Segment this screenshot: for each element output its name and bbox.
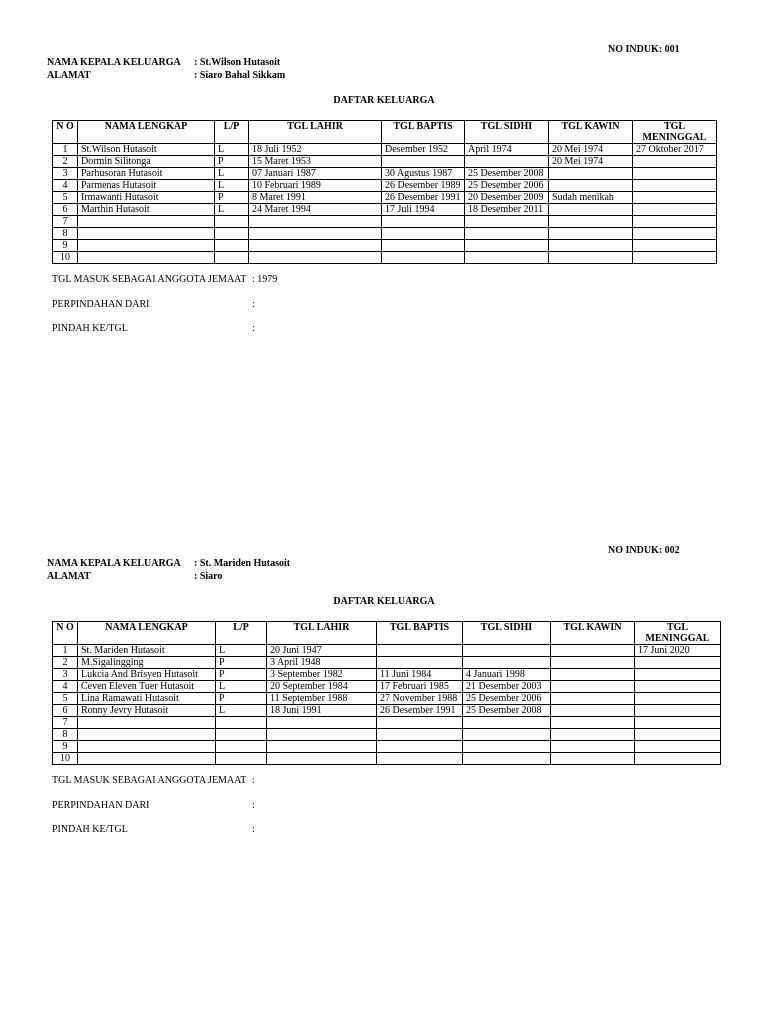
tgl-masuk-row [52,274,277,285]
cell-nama-lengkap: St. Mariden Hutasoit [78,645,216,657]
table-row [53,204,717,216]
cell-tgl-lahir: 18 Juni 1991 [267,705,377,717]
cell-tgl-lahir: 18 Juli 1952 [249,144,382,156]
table-header-row [53,121,717,144]
cell-lp [216,717,267,729]
header-nama-lengkap: NAMA LENGKAP [78,622,216,645]
header-tgl-sidhi: TGL SIDHI [465,121,549,144]
cell-lp [215,216,249,228]
table-row [53,669,721,681]
header-nama-lengkap: NAMA LENGKAP [78,121,215,144]
cell-tgl-lahir: 10 Februari 1989 [249,180,382,192]
cell-lp: L [215,204,249,216]
cell-tgl-sidhi: 20 Desember 2009 [465,192,549,204]
cell-tgl-kawin [551,645,635,657]
cell-nama-lengkap: M.Sigalingging [78,657,216,669]
cell-tgl-meninggal [633,156,717,168]
table-row [53,228,717,240]
cell-tgl-sidhi: 25 Desember 2006 [465,180,549,192]
cell-tgl-sidhi [463,753,551,765]
family-table [52,120,717,264]
cell-tgl-sidhi [465,156,549,168]
cell-tgl-sidhi: 18 Desember 2011 [465,204,549,216]
cell-no: 7 [53,216,78,228]
cell-no: 3 [53,168,78,180]
header-no: N O [53,121,78,144]
cell-no: 8 [53,729,78,741]
no-induk-value: 001 [664,44,680,55]
cell-tgl-sidhi: 4 Januari 1998 [463,669,551,681]
cell-tgl-kawin [549,252,633,264]
cell-tgl-kawin [551,717,635,729]
cell-tgl-lahir [249,240,382,252]
cell-tgl-sidhi [463,657,551,669]
cell-lp: P [216,657,267,669]
alamat-value: : Siaro Bahal Sikkam [194,70,286,81]
cell-tgl-baptis [377,657,463,669]
cell-nama-lengkap: Irmawanti Hutasoit [78,192,215,204]
cell-nama-lengkap [78,717,216,729]
pindah-row [52,824,255,835]
cell-tgl-sidhi: April 1974 [465,144,549,156]
family-table [52,621,721,765]
cell-tgl-meninggal [633,204,717,216]
perpindahan-value: : [252,800,255,811]
cell-tgl-sidhi: 25 Desember 2008 [463,705,551,717]
table-header-row [53,622,721,645]
cell-tgl-baptis: Desember 1952 [382,144,465,156]
cell-tgl-kawin [551,669,635,681]
pindah-value: : [252,824,255,835]
cell-tgl-lahir [249,252,382,264]
cell-no: 9 [53,741,78,753]
cell-lp: L [215,168,249,180]
cell-tgl-baptis [377,741,463,753]
cell-tgl-kawin: 20 Mei 1974 [549,144,633,156]
cell-lp: L [215,144,249,156]
cell-nama-lengkap [78,240,215,252]
tgl-masuk-value: : 1979 [252,274,278,285]
cell-tgl-kawin [551,753,635,765]
cell-tgl-lahir [267,729,377,741]
cell-tgl-lahir [249,228,382,240]
cell-no: 5 [53,693,78,705]
no-induk [608,44,680,55]
cell-tgl-baptis [382,228,465,240]
no-induk-label: NO INDUK: [608,545,663,556]
alamat-label: ALAMAT [47,571,91,582]
cell-nama-lengkap: Lina Ramawati Hutasoit [78,693,216,705]
cell-no: 5 [53,192,78,204]
cell-tgl-meninggal [633,180,717,192]
cell-tgl-kawin [551,741,635,753]
header-lp: L/P [215,121,249,144]
table-row [53,753,721,765]
table-row [53,717,721,729]
cell-tgl-sidhi [465,252,549,264]
cell-nama-lengkap [78,216,215,228]
cell-lp: L [216,705,267,717]
cell-tgl-meninggal: 17 Juni 2020 [635,645,721,657]
cell-no: 8 [53,228,78,240]
cell-tgl-sidhi [463,741,551,753]
cell-tgl-kawin: 20 Mei 1974 [549,156,633,168]
cell-tgl-sidhi: 21 Desember 2003 [463,681,551,693]
table-row [53,240,717,252]
cell-tgl-kawin [549,168,633,180]
perpindahan-row [52,299,255,310]
table-row [53,729,721,741]
cell-tgl-kawin [549,228,633,240]
cell-lp [215,228,249,240]
cell-no: 6 [53,204,78,216]
pindah-label: PINDAH KE/TGL [52,824,128,835]
header-tgl-sidhi: TGL SIDHI [463,622,551,645]
tgl-masuk-row [52,775,255,786]
cell-tgl-lahir [267,741,377,753]
perpindahan-label: PERPINDAHAN DARI [52,800,150,811]
cell-lp [215,252,249,264]
cell-tgl-baptis [382,240,465,252]
cell-tgl-baptis [377,729,463,741]
cell-no: 10 [53,252,78,264]
cell-nama-lengkap [78,753,216,765]
cell-no: 2 [53,156,78,168]
cell-lp: P [215,192,249,204]
cell-lp: P [216,669,267,681]
cell-nama-lengkap [78,252,215,264]
cell-tgl-meninggal [635,741,721,753]
alamat-row [47,571,222,582]
table-row [53,156,717,168]
cell-nama-lengkap [78,228,215,240]
tgl-masuk-value: : [252,775,255,786]
cell-tgl-sidhi: 25 Desember 2006 [463,693,551,705]
perpindahan-value: : [252,299,255,310]
table-row [53,741,721,753]
cell-tgl-baptis: 27 November 1988 [377,693,463,705]
cell-nama-lengkap [78,741,216,753]
cell-tgl-lahir: 07 Januari 1987 [249,168,382,180]
cell-tgl-baptis [377,645,463,657]
kepala-keluarga-row [47,558,290,569]
cell-no: 6 [53,705,78,717]
cell-tgl-lahir: 24 Maret 1994 [249,204,382,216]
alamat-row [47,70,285,81]
pindah-label: PINDAH KE/TGL [52,323,128,334]
cell-no: 4 [53,180,78,192]
table-row [53,657,721,669]
cell-tgl-meninggal [633,192,717,204]
cell-tgl-baptis [382,156,465,168]
alamat-label: ALAMAT [47,70,91,81]
header-tgl-meninggal: TGL MENINGGAL [633,121,717,144]
kepala-keluarga-value: : St. Mariden Hutasoit [194,558,291,569]
cell-tgl-baptis [382,216,465,228]
cell-lp [215,240,249,252]
cell-no: 3 [53,669,78,681]
header-tgl-meninggal: TGL MENINGGAL [635,622,721,645]
table-row [53,216,717,228]
cell-tgl-sidhi [463,729,551,741]
cell-tgl-lahir: 15 Maret 1953 [249,156,382,168]
perpindahan-label: PERPINDAHAN DARI [52,299,150,310]
kepala-keluarga-row [47,57,280,68]
pindah-row [52,323,255,334]
cell-nama-lengkap: Dormin Silitonga [78,156,215,168]
kepala-keluarga-value: : St.Wilson Hutasoit [194,57,281,68]
cell-tgl-meninggal [635,705,721,717]
cell-tgl-kawin [549,180,633,192]
cell-tgl-meninggal [635,657,721,669]
cell-nama-lengkap: Lukcia And Brisyen Hutasoit [78,669,216,681]
table-row [53,693,721,705]
tgl-masuk-label: TGL MASUK SEBAGAI ANGGOTA JEMAAT [52,775,247,786]
table-row [53,705,721,717]
cell-tgl-meninggal [635,729,721,741]
cell-tgl-meninggal [633,168,717,180]
cell-tgl-meninggal [633,240,717,252]
cell-tgl-kawin [551,681,635,693]
table-row [53,144,717,156]
cell-nama-lengkap [78,729,216,741]
no-induk-label: NO INDUK: [608,44,663,55]
cell-tgl-kawin [549,240,633,252]
table-row [53,645,721,657]
tgl-masuk-label: TGL MASUK SEBAGAI ANGGOTA JEMAAT [52,274,247,285]
cell-no: 1 [53,645,78,657]
cell-tgl-baptis: 30 Agustus 1987 [382,168,465,180]
cell-tgl-sidhi [465,240,549,252]
cell-tgl-baptis: 26 Desember 1991 [382,192,465,204]
header-lp: L/P [216,622,267,645]
cell-no: 4 [53,681,78,693]
cell-no: 7 [53,717,78,729]
header-tgl-baptis: TGL BAPTIS [382,121,465,144]
cell-nama-lengkap: Ceven Eleven Tuer Hutasoit [78,681,216,693]
cell-tgl-baptis: 17 Februari 1985 [377,681,463,693]
cell-tgl-baptis: 17 Juli 1994 [382,204,465,216]
cell-tgl-meninggal [635,753,721,765]
cell-no: 9 [53,240,78,252]
cell-nama-lengkap: Parhusoran Hutasoit [78,168,215,180]
cell-tgl-kawin [551,729,635,741]
cell-nama-lengkap: Parmenas Hutasoit [78,180,215,192]
cell-tgl-lahir: 20 September 1984 [267,681,377,693]
cell-nama-lengkap: Ronny Jevry Hutasoit [78,705,216,717]
table-row [53,192,717,204]
cell-lp [216,741,267,753]
cell-tgl-lahir: 11 September 1988 [267,693,377,705]
cell-tgl-kawin [551,705,635,717]
cell-tgl-baptis: 11 Juni 1984 [377,669,463,681]
cell-lp: P [216,693,267,705]
cell-no: 10 [53,753,78,765]
header-tgl-lahir: TGL LAHIR [267,622,377,645]
header-tgl-kawin: TGL KAWIN [551,622,635,645]
cell-tgl-sidhi [465,216,549,228]
cell-tgl-meninggal [635,669,721,681]
cell-tgl-lahir [267,717,377,729]
cell-tgl-baptis: 26 Desember 1991 [377,705,463,717]
cell-tgl-baptis [382,252,465,264]
cell-tgl-lahir: 3 April 1948 [267,657,377,669]
cell-lp: L [216,645,267,657]
cell-tgl-sidhi: 25 Desember 2008 [465,168,549,180]
cell-tgl-lahir: 20 Juni 1947 [267,645,377,657]
table-row [53,252,717,264]
cell-tgl-kawin [551,657,635,669]
cell-no: 1 [53,144,78,156]
cell-tgl-kawin [549,216,633,228]
perpindahan-row [52,800,255,811]
cell-tgl-meninggal [633,252,717,264]
cell-tgl-baptis [377,753,463,765]
header-tgl-baptis: TGL BAPTIS [377,622,463,645]
form-title: DAFTAR KELUARGA [333,596,435,607]
cell-tgl-kawin: Sudah menikah [549,192,633,204]
cell-nama-lengkap: Marthin Hutasoit [78,204,215,216]
cell-tgl-sidhi [463,645,551,657]
cell-tgl-baptis: 26 Desember 1989 [382,180,465,192]
cell-tgl-lahir: 8 Maret 1991 [249,192,382,204]
cell-lp [216,729,267,741]
cell-tgl-kawin [551,693,635,705]
pindah-value: : [252,323,255,334]
no-induk [608,545,680,556]
form-title: DAFTAR KELUARGA [333,95,435,106]
cell-tgl-kawin [549,204,633,216]
kepala-keluarga-label: NAMA KEPALA KELUARGA [47,558,181,569]
cell-no: 2 [53,657,78,669]
header-tgl-kawin: TGL KAWIN [549,121,633,144]
cell-tgl-sidhi [465,228,549,240]
cell-nama-lengkap: St.Wilson Hutasoit [78,144,215,156]
cell-lp: L [215,180,249,192]
cell-tgl-lahir: 3 September 1982 [267,669,377,681]
cell-lp [216,753,267,765]
cell-lp: L [216,681,267,693]
header-no: N O [53,622,78,645]
cell-tgl-meninggal [633,216,717,228]
cell-tgl-meninggal [635,717,721,729]
table-row [53,180,717,192]
table-row [53,681,721,693]
no-induk-value: 002 [664,545,680,556]
cell-tgl-lahir [267,753,377,765]
cell-tgl-baptis [377,717,463,729]
cell-tgl-meninggal: 27 Oktober 2017 [633,144,717,156]
cell-tgl-meninggal [635,693,721,705]
cell-tgl-meninggal [635,681,721,693]
cell-tgl-meninggal [633,228,717,240]
cell-tgl-lahir [249,216,382,228]
cell-tgl-sidhi [463,717,551,729]
cell-lp: P [215,156,249,168]
header-tgl-lahir: TGL LAHIR [249,121,382,144]
alamat-value: : Siaro [194,571,223,582]
table-row [53,168,717,180]
kepala-keluarga-label: NAMA KEPALA KELUARGA [47,57,181,68]
